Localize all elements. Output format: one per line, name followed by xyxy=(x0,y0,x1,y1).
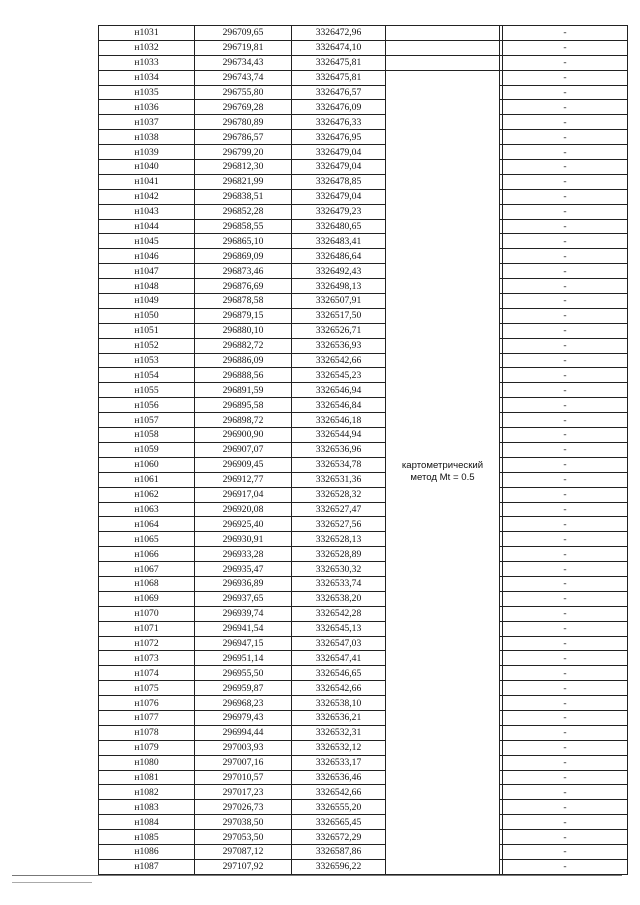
point-id-cell: н1056 xyxy=(99,398,195,413)
note-cell: - xyxy=(503,338,628,353)
page-bottom-rule xyxy=(12,875,622,876)
y-coordinate-cell: 3326533,17 xyxy=(292,755,386,770)
point-id-cell: н1038 xyxy=(99,130,195,145)
table-row xyxy=(99,234,628,249)
note-cell: - xyxy=(503,100,628,115)
y-coordinate-cell: 3326546,18 xyxy=(292,413,386,428)
x-coordinate-cell: 296947,15 xyxy=(195,636,292,651)
x-coordinate-cell: 296888,56 xyxy=(195,368,292,383)
x-coordinate-cell: 296891,59 xyxy=(195,383,292,398)
y-coordinate-cell: 3326565,45 xyxy=(292,815,386,830)
y-coordinate-cell: 3326532,12 xyxy=(292,740,386,755)
table-row xyxy=(99,204,628,219)
table-row xyxy=(99,532,628,547)
x-coordinate-cell: 296734,43 xyxy=(195,55,292,70)
point-id-cell: н1048 xyxy=(99,279,195,294)
y-coordinate-cell: 3326527,47 xyxy=(292,502,386,517)
table-row xyxy=(99,308,628,323)
table-row xyxy=(99,681,628,696)
coordinates-table-body xyxy=(99,26,628,875)
table-row xyxy=(99,160,628,175)
table-row xyxy=(99,398,628,413)
y-coordinate-cell: 3326587,86 xyxy=(292,844,386,859)
point-id-cell: н1068 xyxy=(99,576,195,591)
note-cell: - xyxy=(503,219,628,234)
note-cell: - xyxy=(503,740,628,755)
note-cell: - xyxy=(503,755,628,770)
point-id-cell: н1034 xyxy=(99,70,195,85)
note-cell: - xyxy=(503,785,628,800)
table-row xyxy=(99,294,628,309)
table-row xyxy=(99,725,628,740)
point-id-cell: н1065 xyxy=(99,532,195,547)
note-cell: - xyxy=(503,368,628,383)
y-coordinate-cell: 3326542,28 xyxy=(292,606,386,621)
x-coordinate-cell: 296907,07 xyxy=(195,442,292,457)
note-cell: - xyxy=(503,383,628,398)
y-coordinate-cell: 3326536,93 xyxy=(292,338,386,353)
point-id-cell: н1076 xyxy=(99,696,195,711)
y-coordinate-cell: 3326476,33 xyxy=(292,115,386,130)
note-cell: - xyxy=(503,264,628,279)
y-coordinate-cell: 3326479,04 xyxy=(292,189,386,204)
x-coordinate-cell: 297026,73 xyxy=(195,800,292,815)
x-coordinate-cell: 296869,09 xyxy=(195,249,292,264)
table-row xyxy=(99,70,628,85)
point-id-cell: н1035 xyxy=(99,85,195,100)
point-id-cell: н1039 xyxy=(99,145,195,160)
y-coordinate-cell: 3326530,32 xyxy=(292,562,386,577)
table-row xyxy=(99,100,628,115)
y-coordinate-cell: 3326546,84 xyxy=(292,398,386,413)
note-cell: - xyxy=(503,770,628,785)
point-id-cell: н1083 xyxy=(99,800,195,815)
y-coordinate-cell: 3326546,65 xyxy=(292,666,386,681)
x-coordinate-cell: 296925,40 xyxy=(195,517,292,532)
table-row xyxy=(99,859,628,874)
point-id-cell: н1064 xyxy=(99,517,195,532)
x-coordinate-cell: 297007,16 xyxy=(195,755,292,770)
y-coordinate-cell: 3326475,81 xyxy=(292,55,386,70)
note-cell: - xyxy=(503,353,628,368)
table-row xyxy=(99,621,628,636)
x-coordinate-cell: 296937,65 xyxy=(195,591,292,606)
y-coordinate-cell: 3326546,94 xyxy=(292,383,386,398)
note-cell: - xyxy=(503,40,628,55)
x-coordinate-cell: 296880,10 xyxy=(195,323,292,338)
x-coordinate-cell: 297003,93 xyxy=(195,740,292,755)
table-row xyxy=(99,55,628,70)
y-coordinate-cell: 3326476,95 xyxy=(292,130,386,145)
point-id-cell: н1054 xyxy=(99,368,195,383)
note-cell: - xyxy=(503,145,628,160)
note-cell: - xyxy=(503,651,628,666)
method-cell xyxy=(386,70,500,874)
y-coordinate-cell: 3326531,36 xyxy=(292,472,386,487)
note-cell: - xyxy=(503,636,628,651)
point-id-cell: н1058 xyxy=(99,428,195,443)
note-cell: - xyxy=(503,517,628,532)
point-id-cell: н1086 xyxy=(99,844,195,859)
note-cell: - xyxy=(503,681,628,696)
note-cell: - xyxy=(503,666,628,681)
point-id-cell: н1033 xyxy=(99,55,195,70)
x-coordinate-cell: 296886,09 xyxy=(195,353,292,368)
x-coordinate-cell: 296858,55 xyxy=(195,219,292,234)
note-cell: - xyxy=(503,115,628,130)
point-id-cell: н1085 xyxy=(99,830,195,845)
x-coordinate-cell: 296865,10 xyxy=(195,234,292,249)
x-coordinate-cell: 296769,28 xyxy=(195,100,292,115)
note-cell: - xyxy=(503,800,628,815)
y-coordinate-cell: 3326542,66 xyxy=(292,785,386,800)
y-coordinate-cell: 3326479,23 xyxy=(292,204,386,219)
x-coordinate-cell: 296780,89 xyxy=(195,115,292,130)
point-id-cell: н1087 xyxy=(99,859,195,874)
x-coordinate-cell: 297017,23 xyxy=(195,785,292,800)
point-id-cell: н1066 xyxy=(99,547,195,562)
note-cell: - xyxy=(503,428,628,443)
table-row xyxy=(99,770,628,785)
method-cell xyxy=(386,55,500,70)
y-coordinate-cell: 3326528,89 xyxy=(292,547,386,562)
x-coordinate-cell: 296895,58 xyxy=(195,398,292,413)
note-cell: - xyxy=(503,55,628,70)
y-coordinate-cell: 3326527,56 xyxy=(292,517,386,532)
note-cell: - xyxy=(503,26,628,41)
table-row xyxy=(99,666,628,681)
point-id-cell: н1049 xyxy=(99,294,195,309)
x-coordinate-cell: 296920,08 xyxy=(195,502,292,517)
y-coordinate-cell: 3326536,21 xyxy=(292,710,386,725)
y-coordinate-cell: 3326572,29 xyxy=(292,830,386,845)
x-coordinate-cell: 296882,72 xyxy=(195,338,292,353)
note-cell: - xyxy=(503,472,628,487)
note-cell: - xyxy=(503,696,628,711)
point-id-cell: н1032 xyxy=(99,40,195,55)
point-id-cell: н1078 xyxy=(99,725,195,740)
x-coordinate-cell: 296878,58 xyxy=(195,294,292,309)
table-row xyxy=(99,189,628,204)
point-id-cell: н1043 xyxy=(99,204,195,219)
note-cell: - xyxy=(503,502,628,517)
x-coordinate-cell: 296936,89 xyxy=(195,576,292,591)
x-coordinate-cell: 296812,30 xyxy=(195,160,292,175)
y-coordinate-cell: 3326475,81 xyxy=(292,70,386,85)
x-coordinate-cell: 296755,80 xyxy=(195,85,292,100)
x-coordinate-cell: 297107,92 xyxy=(195,859,292,874)
x-coordinate-cell: 296912,77 xyxy=(195,472,292,487)
x-coordinate-cell: 296979,43 xyxy=(195,710,292,725)
point-id-cell: н1063 xyxy=(99,502,195,517)
x-coordinate-cell: 296939,74 xyxy=(195,606,292,621)
table-row xyxy=(99,844,628,859)
table-row xyxy=(99,830,628,845)
table-row xyxy=(99,696,628,711)
coordinates-table xyxy=(98,25,628,875)
y-coordinate-cell: 3326545,23 xyxy=(292,368,386,383)
point-id-cell: н1036 xyxy=(99,100,195,115)
point-id-cell: н1040 xyxy=(99,160,195,175)
point-id-cell: н1051 xyxy=(99,323,195,338)
table-row xyxy=(99,249,628,264)
x-coordinate-cell: 297010,57 xyxy=(195,770,292,785)
x-coordinate-cell: 296879,15 xyxy=(195,308,292,323)
x-coordinate-cell: 296955,50 xyxy=(195,666,292,681)
y-coordinate-cell: 3326542,66 xyxy=(292,353,386,368)
point-id-cell: н1069 xyxy=(99,591,195,606)
y-coordinate-cell: 3326544,94 xyxy=(292,428,386,443)
note-cell: - xyxy=(503,442,628,457)
table-row xyxy=(99,740,628,755)
note-cell: - xyxy=(503,70,628,85)
x-coordinate-cell: 296873,46 xyxy=(195,264,292,279)
x-coordinate-cell: 296799,20 xyxy=(195,145,292,160)
y-coordinate-cell: 3326528,13 xyxy=(292,532,386,547)
note-cell: - xyxy=(503,294,628,309)
table-row xyxy=(99,800,628,815)
note-cell: - xyxy=(503,457,628,472)
point-id-cell: н1073 xyxy=(99,651,195,666)
page-bottom-rule-short xyxy=(12,882,92,883)
x-coordinate-cell: 296709,65 xyxy=(195,26,292,41)
x-coordinate-cell: 296968,23 xyxy=(195,696,292,711)
y-coordinate-cell: 3326483,41 xyxy=(292,234,386,249)
note-cell: - xyxy=(503,249,628,264)
y-coordinate-cell: 3326479,04 xyxy=(292,145,386,160)
note-cell: - xyxy=(503,279,628,294)
y-coordinate-cell: 3326517,50 xyxy=(292,308,386,323)
y-coordinate-cell: 3326492,43 xyxy=(292,264,386,279)
y-coordinate-cell: 3326479,04 xyxy=(292,160,386,175)
table-row xyxy=(99,591,628,606)
y-coordinate-cell: 3326547,03 xyxy=(292,636,386,651)
note-cell: - xyxy=(503,308,628,323)
note-cell: - xyxy=(503,189,628,204)
table-row xyxy=(99,26,628,41)
point-id-cell: н1052 xyxy=(99,338,195,353)
y-coordinate-cell: 3326534,78 xyxy=(292,457,386,472)
point-id-cell: н1050 xyxy=(99,308,195,323)
y-coordinate-cell: 3326536,96 xyxy=(292,442,386,457)
y-coordinate-cell: 3326498,13 xyxy=(292,279,386,294)
y-coordinate-cell: 3326486,64 xyxy=(292,249,386,264)
table-row xyxy=(99,651,628,666)
table-row xyxy=(99,457,628,472)
point-id-cell: н1061 xyxy=(99,472,195,487)
note-cell: - xyxy=(503,621,628,636)
note-cell: - xyxy=(503,547,628,562)
x-coordinate-cell: 296838,51 xyxy=(195,189,292,204)
x-coordinate-cell: 296935,47 xyxy=(195,562,292,577)
method-label-line1: картометрический xyxy=(401,460,484,472)
table-row xyxy=(99,562,628,577)
table-row xyxy=(99,219,628,234)
table-row xyxy=(99,279,628,294)
x-coordinate-cell: 296994,44 xyxy=(195,725,292,740)
y-coordinate-cell: 3326555,20 xyxy=(292,800,386,815)
note-cell: - xyxy=(503,487,628,502)
point-id-cell: н1045 xyxy=(99,234,195,249)
y-coordinate-cell: 3326596,22 xyxy=(292,859,386,874)
table-row xyxy=(99,413,628,428)
note-cell: - xyxy=(503,234,628,249)
note-cell: - xyxy=(503,160,628,175)
y-coordinate-cell: 3326472,96 xyxy=(292,26,386,41)
y-coordinate-cell: 3326538,20 xyxy=(292,591,386,606)
y-coordinate-cell: 3326476,57 xyxy=(292,85,386,100)
note-cell: - xyxy=(503,413,628,428)
point-id-cell: н1057 xyxy=(99,413,195,428)
method-cell xyxy=(386,40,500,55)
table-row xyxy=(99,755,628,770)
point-id-cell: н1044 xyxy=(99,219,195,234)
table-row xyxy=(99,428,628,443)
point-id-cell: н1084 xyxy=(99,815,195,830)
y-coordinate-cell: 3326507,91 xyxy=(292,294,386,309)
note-cell: - xyxy=(503,204,628,219)
point-id-cell: н1055 xyxy=(99,383,195,398)
note-cell: - xyxy=(503,710,628,725)
y-coordinate-cell: 3326474,10 xyxy=(292,40,386,55)
x-coordinate-cell: 296917,04 xyxy=(195,487,292,502)
table-row xyxy=(99,815,628,830)
point-id-cell: н1077 xyxy=(99,710,195,725)
x-coordinate-cell: 296898,72 xyxy=(195,413,292,428)
x-coordinate-cell: 296719,81 xyxy=(195,40,292,55)
x-coordinate-cell: 296930,91 xyxy=(195,532,292,547)
y-coordinate-cell: 3326536,46 xyxy=(292,770,386,785)
point-id-cell: н1062 xyxy=(99,487,195,502)
y-coordinate-cell: 3326476,09 xyxy=(292,100,386,115)
x-coordinate-cell: 296933,28 xyxy=(195,547,292,562)
table-row xyxy=(99,115,628,130)
point-id-cell: н1071 xyxy=(99,621,195,636)
table-row xyxy=(99,40,628,55)
x-coordinate-cell: 296900,90 xyxy=(195,428,292,443)
y-coordinate-cell: 3326478,85 xyxy=(292,174,386,189)
method-label-line2: метод Mt = 0.5 xyxy=(410,472,475,484)
point-id-cell: н1059 xyxy=(99,442,195,457)
y-coordinate-cell: 3326547,41 xyxy=(292,651,386,666)
note-cell: - xyxy=(503,562,628,577)
point-id-cell: н1067 xyxy=(99,562,195,577)
x-coordinate-cell: 297087,12 xyxy=(195,844,292,859)
y-coordinate-cell: 3326545,13 xyxy=(292,621,386,636)
table-row xyxy=(99,517,628,532)
note-cell: - xyxy=(503,130,628,145)
table-row xyxy=(99,145,628,160)
note-cell: - xyxy=(503,859,628,874)
table-row xyxy=(99,547,628,562)
y-coordinate-cell: 3326538,10 xyxy=(292,696,386,711)
table-row xyxy=(99,576,628,591)
x-coordinate-cell: 297053,50 xyxy=(195,830,292,845)
note-cell: - xyxy=(503,725,628,740)
table-row xyxy=(99,442,628,457)
table-row xyxy=(99,85,628,100)
point-id-cell: н1075 xyxy=(99,681,195,696)
point-id-cell: н1046 xyxy=(99,249,195,264)
note-cell: - xyxy=(503,844,628,859)
y-coordinate-cell: 3326533,74 xyxy=(292,576,386,591)
point-id-cell: н1031 xyxy=(99,26,195,41)
table-row xyxy=(99,606,628,621)
y-coordinate-cell: 3326542,66 xyxy=(292,681,386,696)
point-id-cell: н1037 xyxy=(99,115,195,130)
table-row xyxy=(99,710,628,725)
table-row xyxy=(99,785,628,800)
table-row xyxy=(99,383,628,398)
y-coordinate-cell: 3326528,32 xyxy=(292,487,386,502)
method-cell xyxy=(386,26,500,41)
table-row xyxy=(99,368,628,383)
note-cell: - xyxy=(503,398,628,413)
note-cell: - xyxy=(503,591,628,606)
point-id-cell: н1060 xyxy=(99,457,195,472)
point-id-cell: н1053 xyxy=(99,353,195,368)
point-id-cell: н1042 xyxy=(99,189,195,204)
y-coordinate-cell: 3326532,31 xyxy=(292,725,386,740)
note-cell: - xyxy=(503,85,628,100)
x-coordinate-cell: 296959,87 xyxy=(195,681,292,696)
table-row xyxy=(99,502,628,517)
x-coordinate-cell: 296821,99 xyxy=(195,174,292,189)
table-row xyxy=(99,487,628,502)
x-coordinate-cell: 296876,69 xyxy=(195,279,292,294)
x-coordinate-cell: 296909,45 xyxy=(195,457,292,472)
note-cell: - xyxy=(503,830,628,845)
point-id-cell: н1047 xyxy=(99,264,195,279)
table-row xyxy=(99,636,628,651)
table-row xyxy=(99,472,628,487)
point-id-cell: н1072 xyxy=(99,636,195,651)
x-coordinate-cell: 296951,14 xyxy=(195,651,292,666)
point-id-cell: н1041 xyxy=(99,174,195,189)
point-id-cell: н1080 xyxy=(99,755,195,770)
note-cell: - xyxy=(503,323,628,338)
y-coordinate-cell: 3326480,65 xyxy=(292,219,386,234)
point-id-cell: н1081 xyxy=(99,770,195,785)
x-coordinate-cell: 297038,50 xyxy=(195,815,292,830)
table-row xyxy=(99,174,628,189)
note-cell: - xyxy=(503,174,628,189)
x-coordinate-cell: 296786,57 xyxy=(195,130,292,145)
table-row xyxy=(99,130,628,145)
note-cell: - xyxy=(503,576,628,591)
point-id-cell: н1070 xyxy=(99,606,195,621)
table-row xyxy=(99,338,628,353)
x-coordinate-cell: 296743,74 xyxy=(195,70,292,85)
table-row xyxy=(99,264,628,279)
table-row xyxy=(99,353,628,368)
x-coordinate-cell: 296941,54 xyxy=(195,621,292,636)
note-cell: - xyxy=(503,606,628,621)
x-coordinate-cell: 296852,28 xyxy=(195,204,292,219)
note-cell: - xyxy=(503,815,628,830)
point-id-cell: н1079 xyxy=(99,740,195,755)
note-cell: - xyxy=(503,532,628,547)
point-id-cell: н1082 xyxy=(99,785,195,800)
point-id-cell: н1074 xyxy=(99,666,195,681)
table-row xyxy=(99,323,628,338)
y-coordinate-cell: 3326526,71 xyxy=(292,323,386,338)
